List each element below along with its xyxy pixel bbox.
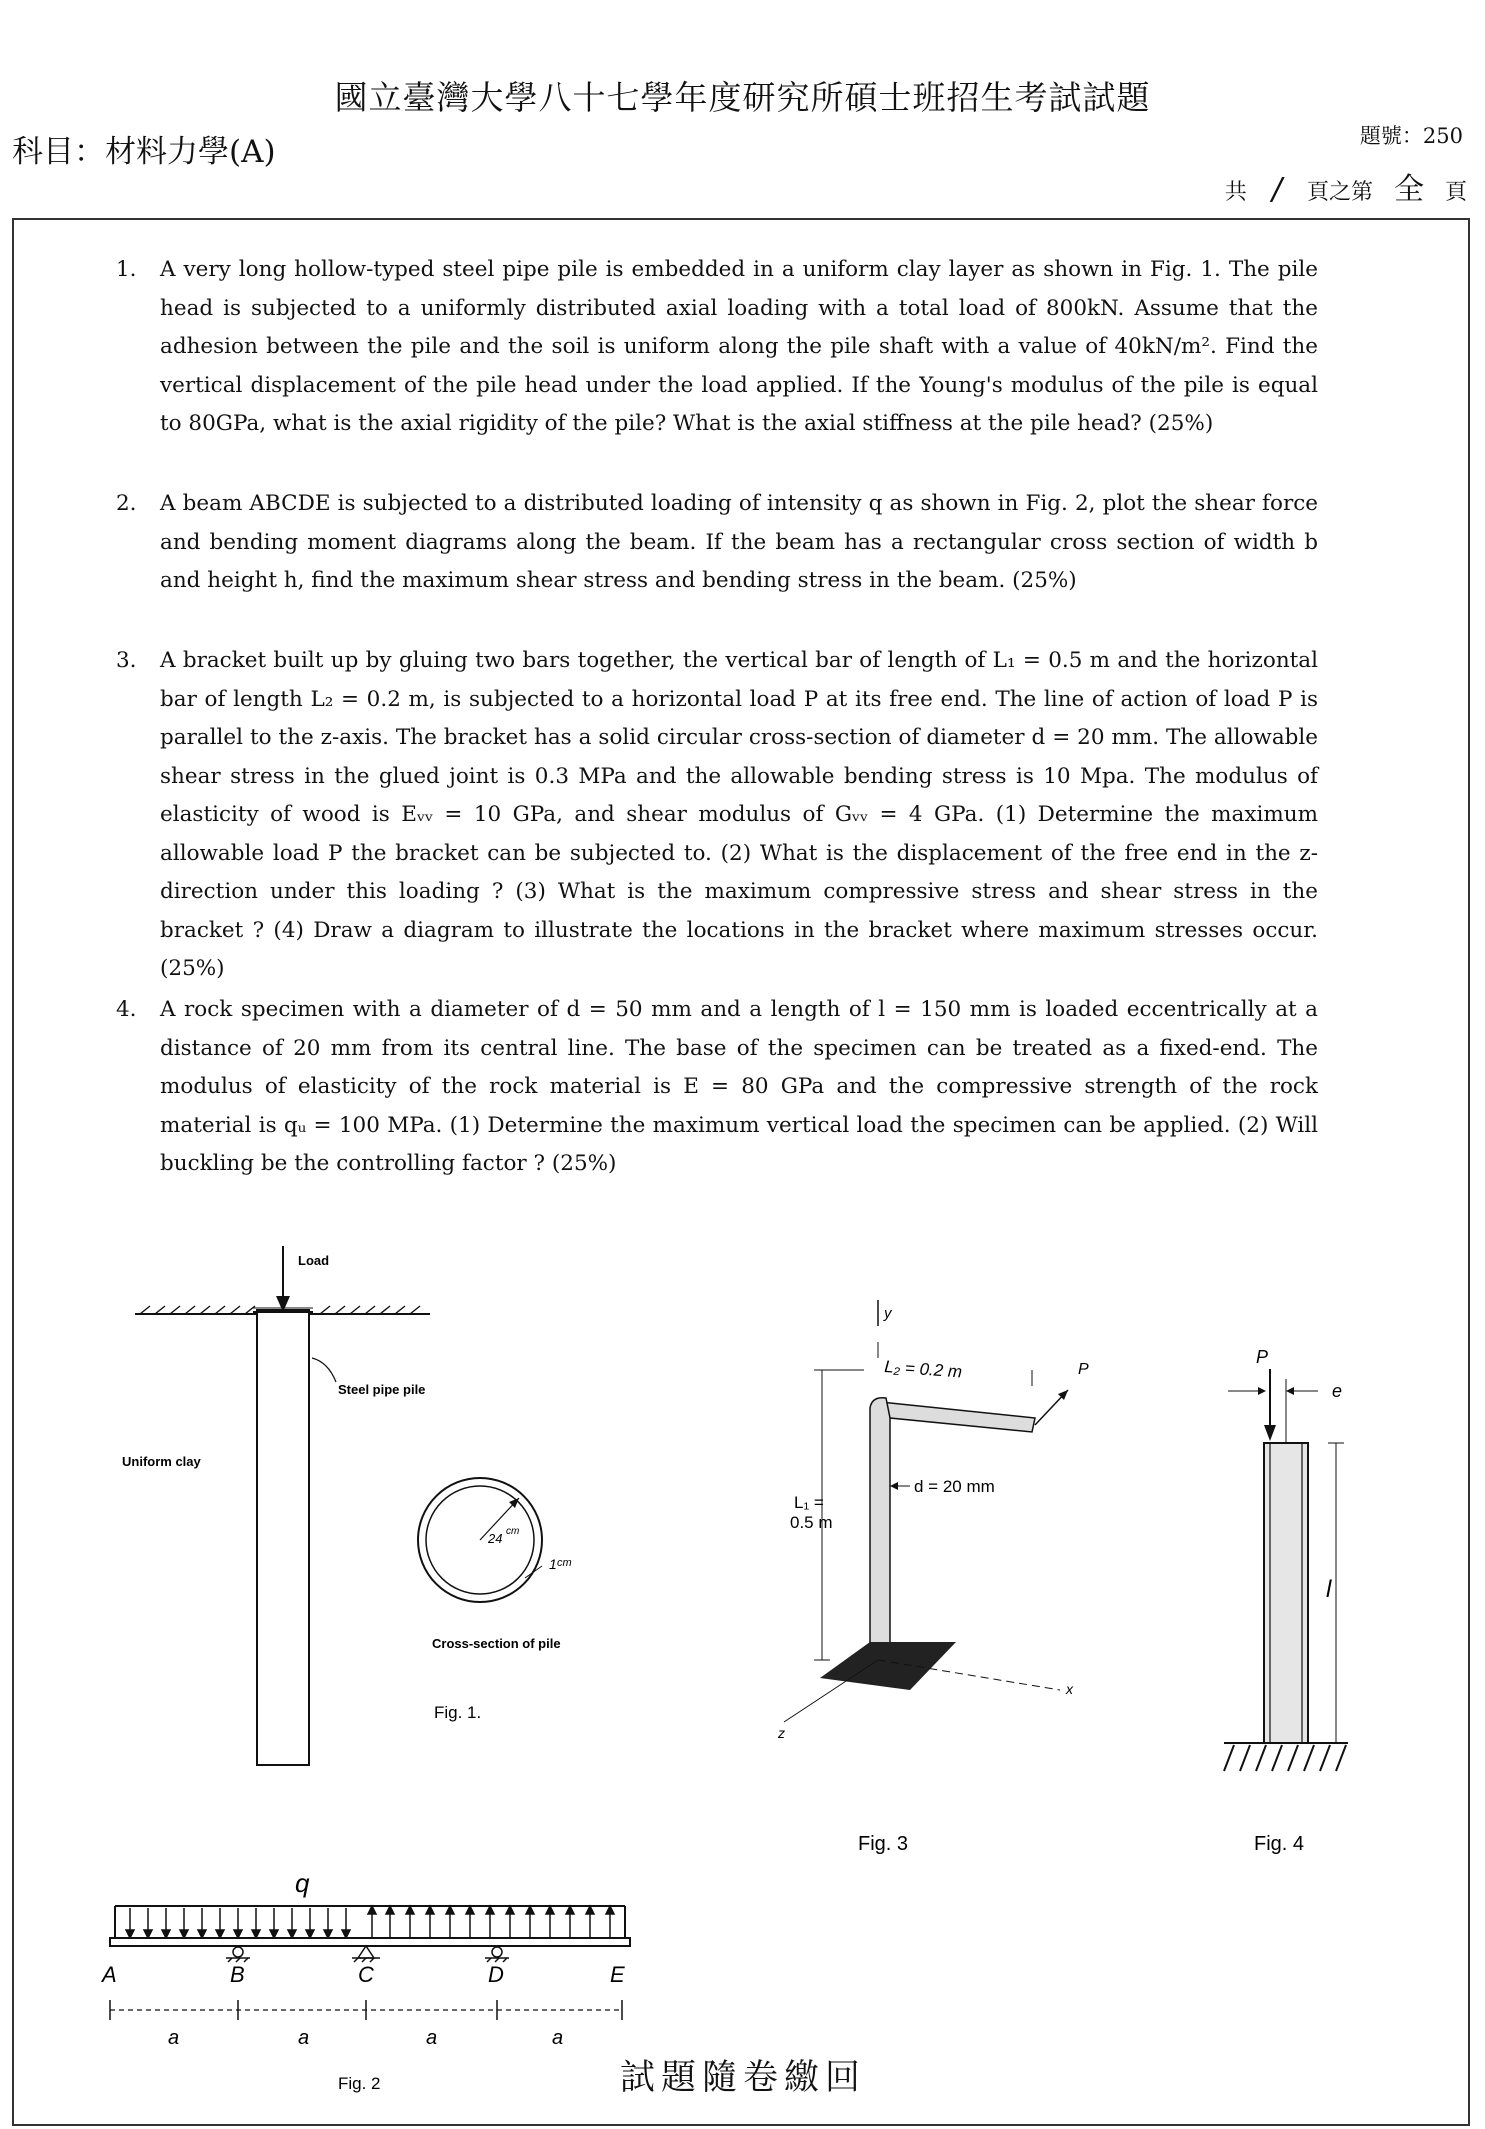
- question-3-text: A bracket built up by gluing two bars together, the vertical bar of length of L₁ = 0.5 m and the horizontal bar of length L₂ = 0.2 m, is subjected to a horizontal load P at its free end. The line of action of load P is parallel to the z-axis. The bracket has a solid circular cross-section of diameter d = 20 mm. The allowable shear stress in the glued joint is 0.3 MPa and the allowable bending stress is 10 Mpa. The modulus of elasticity of wood is Eᵥᵥ = 10 GPa, and shear modulus of Gᵥᵥ = 4 GPa. (1) Determine the maximum allowable load P the bracket can be subjected to. (2) What is the displacement of the free end in the z-direction under this loading ? (3) What is the maximum compressive stress and shear stress in the bracket ? (4) Draw a diagram to illustrate the locations in the bracket where maximum stresses occur. (25%): [160, 648, 1318, 981]
- page-count-handwritten: /: [1271, 172, 1282, 207]
- fig4-e-label: e: [1332, 1381, 1343, 1401]
- fig2-caption: Fig. 2: [338, 2074, 381, 2093]
- fig1-dia-unit: cm: [506, 1526, 520, 1537]
- fig2-beam: [110, 1938, 630, 1946]
- fig1-clay-label: Uniform clay: [122, 1454, 201, 1469]
- fig3-l1-value: 0.5 m: [790, 1513, 833, 1532]
- fig3-base-plate: [820, 1642, 956, 1690]
- fig1-thick-value: 1: [549, 1556, 557, 1572]
- fig2-support-c: [352, 1946, 380, 1962]
- fig2-span-de: a: [552, 2027, 564, 2049]
- question-4-text: A rock specimen with a diameter of d = 50 mm and a length of l = 150 mm is loaded eccentrically at a distance of 20 mm from its central line. The base of the specimen can be treated as a fixed-end. The modulus of elasticity of the rock material is E = 80 GPa and the compressive strength of the rock material is qᵤ = 100 MPa. (1) Determine the maximum vertical load the specimen can be applied. (2) Will buckling be the controlling factor ? (25%): [160, 997, 1318, 1176]
- fig1-diagram: [110, 1240, 630, 1780]
- fig4-l-label: l: [1326, 1576, 1332, 1603]
- fig2-label-c: C: [358, 1962, 374, 1987]
- fig3-horizontal-bar: [880, 1402, 1035, 1432]
- fig1-steel-label: Steel pipe pile: [338, 1382, 426, 1397]
- fig2-label-e: E: [610, 1962, 625, 1987]
- exam-title: 國立臺灣大學八十七學年度研究所碩士班招生考試試題: [334, 78, 1151, 117]
- question-3: [116, 642, 1318, 989]
- question-3-number: 3.: [116, 648, 137, 673]
- fig4-caption: Fig. 4: [1254, 1833, 1305, 1855]
- fig1-section-label: Cross-section of pile: [432, 1636, 561, 1651]
- fig1-steel-leader: [312, 1358, 336, 1382]
- fig2-load-arrows-up: [368, 1906, 614, 1938]
- page-suffix: 頁: [1444, 180, 1467, 205]
- question-1-text: A very long hollow-typed steel pipe pile is embedded in a uniform clay layer as shown in Fig. 1. The pile head is subjected to a uniformly distributed axial loading with a total load of 800kN. Assume that the adhesion between the pile and the soil is uniform along the pile shaft with a value of 40kN/m². Find the vertical displacement of the pile head under the load applied. If the Young's modulus of the pile is equal to 80GPa, what is the axial rigidity of the pile? What is the axial stiffness at the pile head? (25%): [160, 257, 1318, 436]
- fig2-support-d: [485, 1947, 509, 1962]
- fig2-diagram: [90, 1858, 650, 2110]
- fig3-z-label: z: [778, 1725, 785, 1741]
- fig3-l1-label: L₁ =: [794, 1493, 824, 1512]
- question-4: [116, 991, 1318, 1184]
- fig2-support-b: [226, 1947, 250, 1962]
- fig3-l2-label: L₂ = 0.2 m: [883, 1357, 963, 1382]
- fig1-load-label: Load: [298, 1253, 330, 1268]
- fig2-load-arrows-down: [126, 1908, 350, 1938]
- page-current-handwritten: 全: [1393, 172, 1424, 207]
- fig1-pile: [257, 1310, 309, 1765]
- fig4-base-hatch: [1224, 1745, 1346, 1771]
- fig3-y-label: y: [884, 1305, 892, 1322]
- question-1: [116, 251, 1318, 444]
- question-2-text: A beam ABCDE is subjected to a distributed loading of intensity q as shown in Fig. 2, plot the shear force and bending moment diagrams along the beam. If the beam has a rectangular cross section of width b and height h, find the maximum shear stress and bending stress in the beam. (25%): [160, 491, 1318, 593]
- fig3-d-label: d = 20 mm: [914, 1477, 995, 1496]
- fig2-label-b: B: [230, 1962, 245, 1987]
- fig2-q-label: q: [295, 1868, 310, 1898]
- fig3-x-label: x: [1066, 1681, 1073, 1697]
- page-prefix: 共: [1224, 180, 1247, 205]
- fig2-span-cd: a: [426, 2027, 438, 2049]
- question-4-number: 4.: [116, 997, 137, 1022]
- fig3-diagram: [760, 1290, 1120, 1860]
- fig1-thick-leader: [525, 1566, 542, 1578]
- fig4-p-label: P: [1256, 1347, 1269, 1367]
- fig2-label-d: D: [488, 1962, 504, 1987]
- question-1-number: 1.: [116, 257, 137, 282]
- fig3-p-label: P: [1078, 1361, 1089, 1378]
- fig4-diagram: [1200, 1335, 1420, 1860]
- question-2-number: 2.: [116, 491, 137, 516]
- fig3-caption: Fig. 3: [858, 1833, 909, 1855]
- fig1-dia-value: 24: [488, 1531, 503, 1546]
- fig1-thick-unit: cm: [557, 1557, 572, 1569]
- fig2-label-a: A: [102, 1962, 117, 1987]
- fig2-span-ab: a: [168, 2027, 180, 2049]
- fig3-vertical-bar: [870, 1398, 890, 1660]
- fig2-span-bc: a: [298, 2027, 310, 2049]
- question-2: [116, 485, 1318, 601]
- fig3-z-axis: [784, 1660, 878, 1722]
- fig1-caption: Fig. 1.: [434, 1703, 482, 1722]
- question-number: 題號：250: [1359, 124, 1463, 148]
- subject-label: 科目：材料力學(A): [12, 134, 276, 170]
- page-info: [1225, 164, 1467, 208]
- page-mid: 頁之第: [1306, 180, 1373, 205]
- footer-note: 試題隨卷繳回: [620, 2058, 867, 2098]
